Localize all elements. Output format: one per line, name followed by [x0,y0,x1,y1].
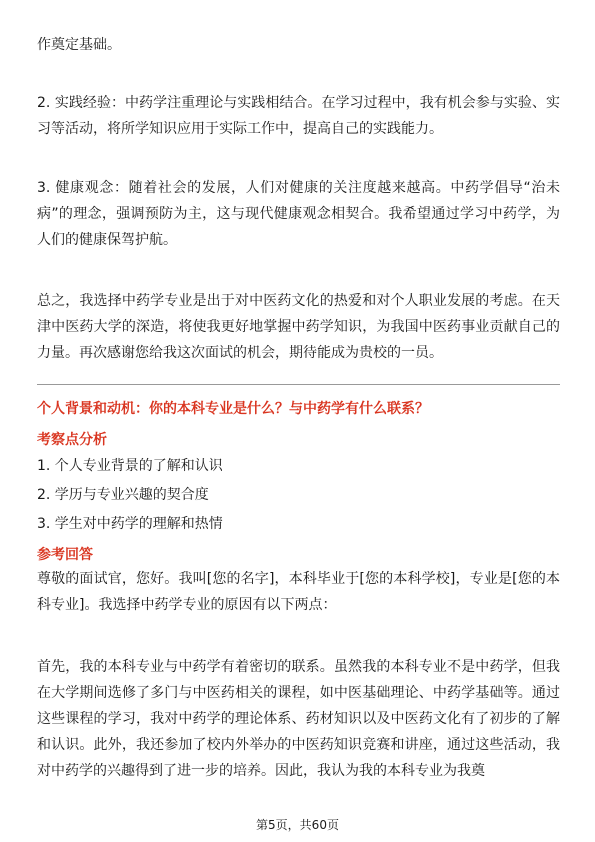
analysis-point-3: 3. 学生对中药学的理解和热情 [37,516,223,532]
list-item-practice: 2. 实践经验：中药学注重理论与实践相结合。在学习过程中，我有机会参与实验、实习等活动，将所学知识应用于实际工作中，提高自己的实践能力。 [37,95,560,137]
section-divider [37,384,560,385]
conclusion-paragraph: 总之，我选择中药学专业是出于对中医药文化的热爱和对个人职业发展的考虑。在天津中医药大学的深造，将使我更好地掌握中药学知识，为我国中医药事业贡献自己的力量。再次感谢您给我这次面试的机会，期待能成为贵校的一员。 [37,293,560,361]
analysis-label: 考察点分析 [37,432,107,448]
page-number: 第5页，共60页 [256,818,339,832]
answer-label: 参考回答 [37,547,93,563]
analysis-point-2: 2. 学历与专业兴趣的契合度 [37,487,209,503]
intro-tail-text: 作奠定基础。 [37,37,121,53]
list-item-health: 3. 健康观念：随着社会的发展，人们对健康的关注度越来越高。中药学倡导“治未病”的理念，强调预防为主，这与现代健康观念相契合。我希望通过学习中药学，为人们的健康保驾护航。 [37,180,560,248]
answer-paragraph-2: 首先，我的本科专业与中药学有着密切的联系。虽然我的本科专业不是中药学，但我在大学期间选修了多门与中医药相关的课程，如中医基础理论、中药学基础等。通过这些课程的学习，我对中药学的理论体系、药材知识以及中医药文化有了初步的了解和认识。此外，我还参加了校内外举办的中医药知识竞赛和讲座，通过这些活动，我对中药学的兴趣得到了进一步的培养。因此，我认为我的本科专业为我奠 [37,659,560,779]
analysis-point-1: 1. 个人专业背景的了解和认识 [37,458,223,474]
answer-paragraph-1: 尊敬的面试官，您好。我叫[您的名字]，本科毕业于[您的本科学校]，专业是[您的本科专业]。我选择中药学专业的原因有以下两点： [37,571,560,613]
question-title: 个人背景和动机：你的本科专业是什么？与中药学有什么联系？ [37,401,429,417]
